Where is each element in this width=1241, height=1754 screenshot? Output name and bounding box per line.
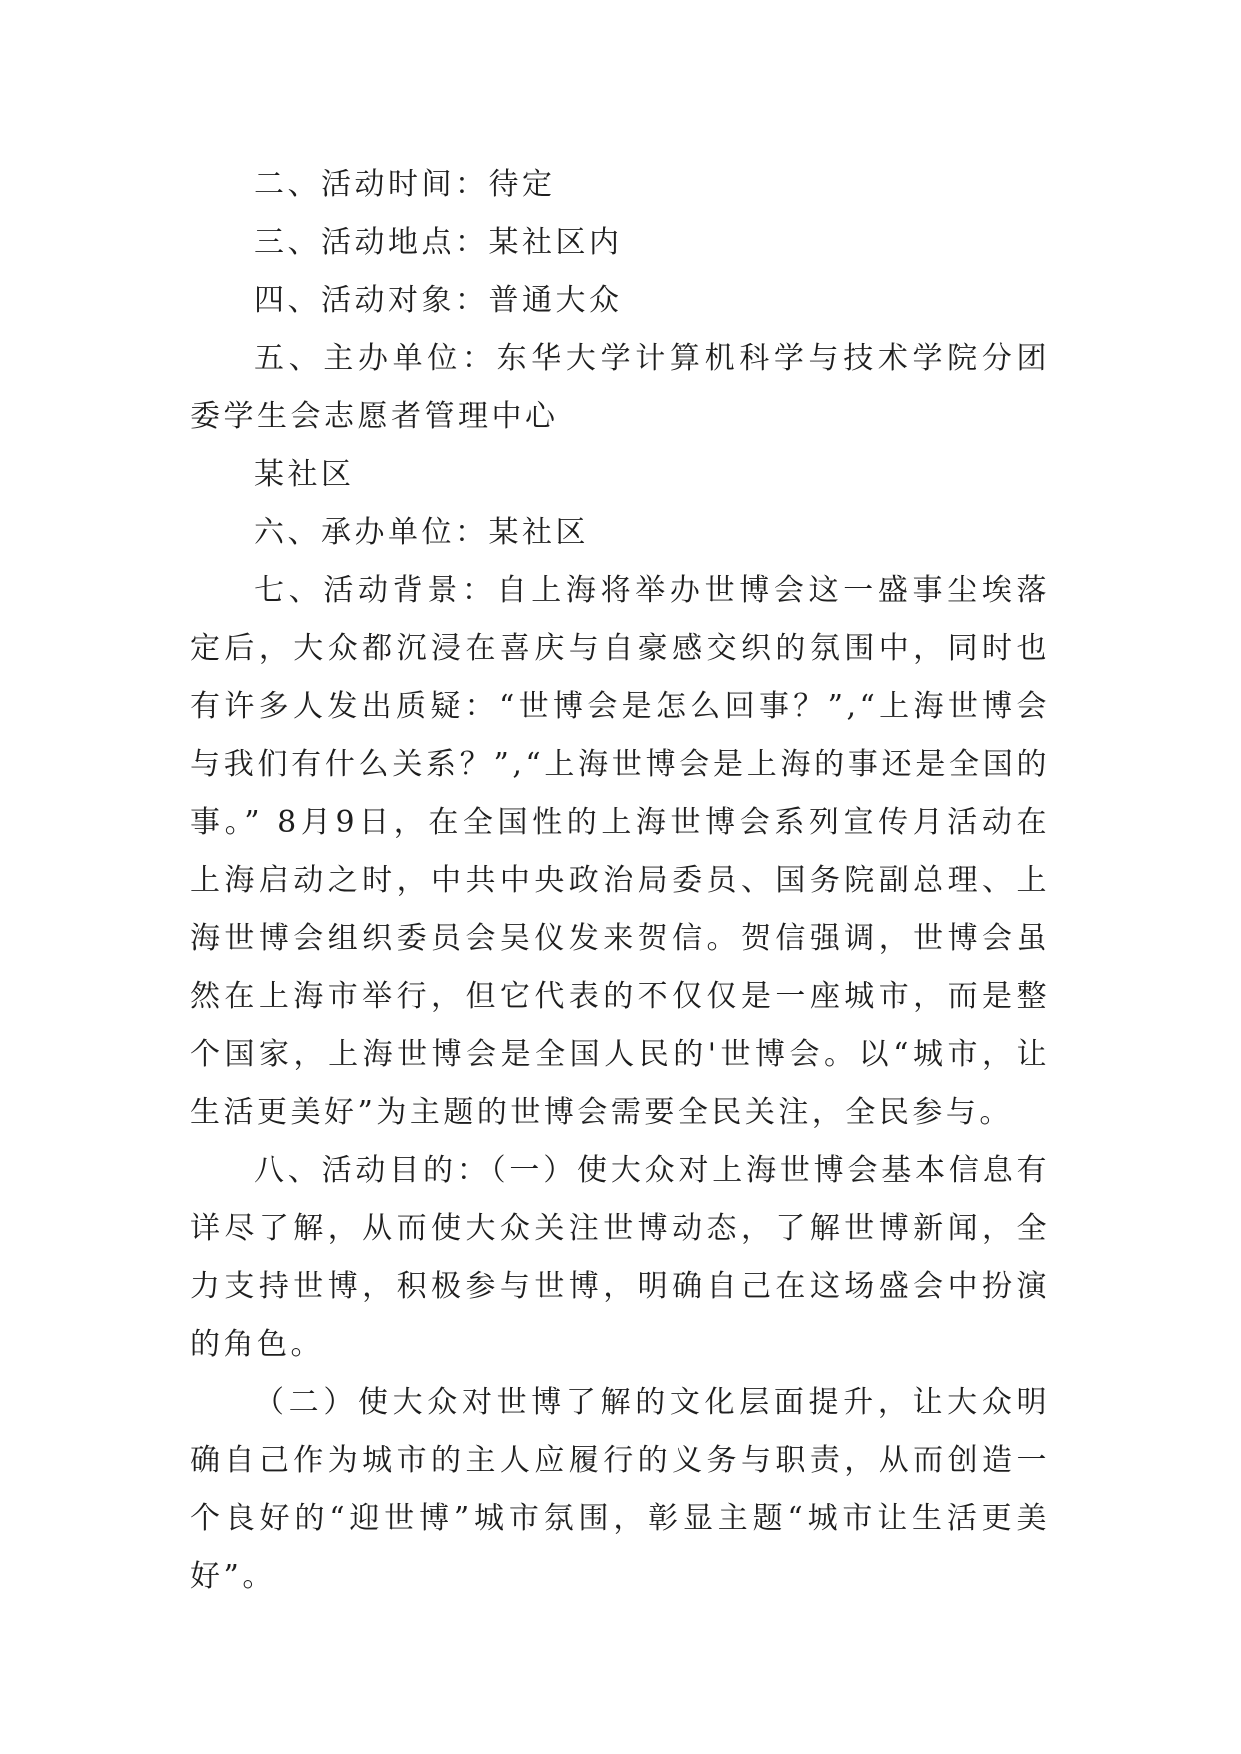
paragraph-background: 七、活动背景：自上海将举办世博会这一盛事尘埃落定后，大众都沉浸在喜庆与自豪感交织的氛围中，同时也有许多人发出质疑：“世博会是怎么回事？”,“上海世博会与我们有什么关系？”,“上海世博会是上海的事还是全国的事。” 8月9日，在全国性的上海世博会系列宣传月活动在上海启动之时，中共中央政治局委员、国务院副总理、上海世博会组织委员会吴仪发来贺信。贺信强调，世博会虽然在上海市举行，但它代表的不仅仅是一座城市，而是整个国家，上海世博会是全国人民的'世博会。以“城市，让生活更美好”为主题的世博会需要全民关注，全民参与。: [190, 573, 1050, 1130]
paragraph-purpose-one: 八、活动目的：（一）使大众对上海世博会基本信息有详尽了解，从而使大众关注世博动态，了解世博新闻，全力支持世博，积极参与世博，明确自己在这场盛会中扮演的角色。: [190, 1153, 1050, 1362]
paragraph-activity-audience: 四、活动对象：普通大众: [254, 283, 623, 318]
paragraph-activity-location: 三、活动地点：某社区内: [254, 225, 623, 260]
paragraph-activity-time: 二、活动时间：待定: [254, 167, 556, 202]
document-body: [190, 156, 1050, 1606]
paragraph-organizer: 五、主办单位：东华大学计算机科学与技术学院分团委学生会志愿者管理中心: [190, 341, 1050, 434]
paragraph-co-organizer: 六、承办单位：某社区: [254, 515, 589, 550]
paragraph-organizer-community: 某社区: [254, 457, 355, 492]
paragraph-purpose-two: （二）使大众对世博了解的文化层面提升，让大众明确自己作为城市的主人应履行的义务与职责，从而创造一个良好的“迎世博”城市氛围，彰显主题“城市让生活更美好”。: [190, 1385, 1050, 1594]
